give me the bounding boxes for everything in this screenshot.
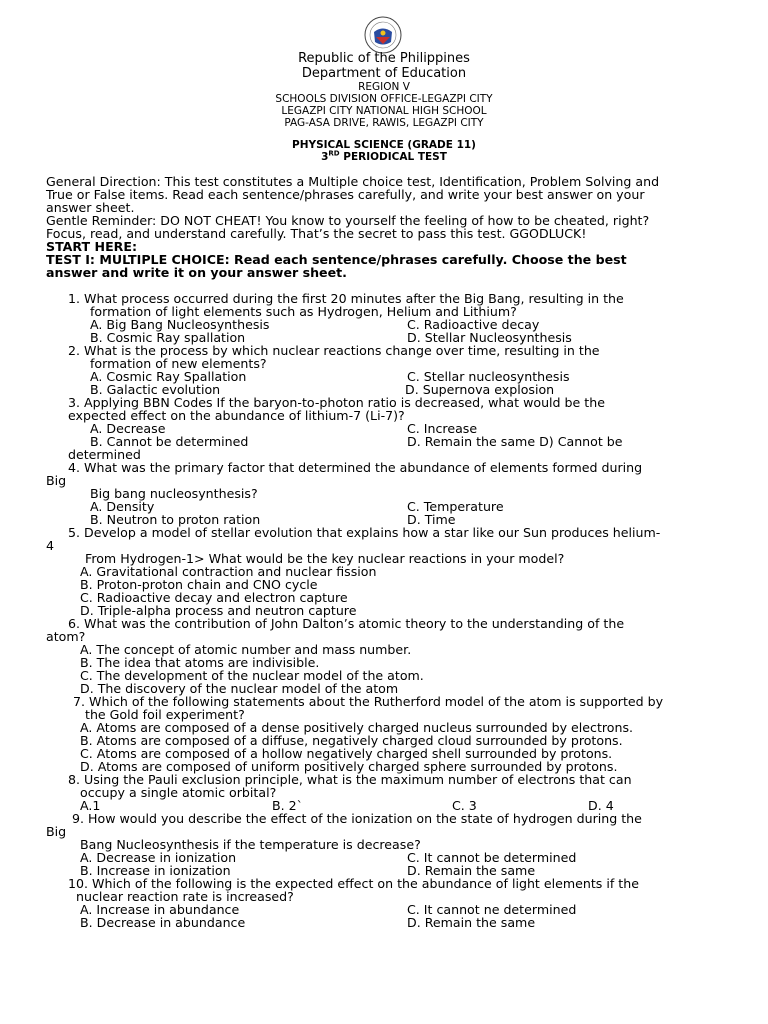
q10-option-a: A. Increase in abundance xyxy=(80,902,240,917)
q4-option-a: A. Density xyxy=(90,499,155,514)
test-number: 3 xyxy=(321,151,329,163)
q2-option-a: A. Cosmic Ray Spallation xyxy=(90,369,247,384)
q3-option-d-cont: determined xyxy=(68,447,141,462)
q5-stem-cont: From Hydrogen-1> What would be the key nuclear reactions in your model? xyxy=(85,551,565,566)
q9-option-c: C. It cannot be determined xyxy=(407,850,577,865)
q4-option-c: C. Temperature xyxy=(407,499,504,514)
q7-option-a: A. Atoms are composed of a dense positively charged nucleus surrounded by electrons. xyxy=(80,720,634,735)
general-direction-line3: answer sheet. xyxy=(46,200,135,215)
q3-option-a: A. Decrease xyxy=(90,421,166,436)
q10-option-d: D. Remain the same xyxy=(407,915,536,930)
q5-option-b: B. Proton-proton chain and CNO cycle xyxy=(80,577,318,592)
q9-stem-wrap: Big xyxy=(46,824,67,839)
header-department: Department of Education xyxy=(301,66,467,81)
gentle-reminder-line1: Gentle Reminder: DO NOT CHEAT! You know to yourself the feeling of how to be cheated, right? xyxy=(46,213,650,228)
q2-stem-cont: formation of new elements? xyxy=(90,356,267,371)
test-number-suffix: RD xyxy=(328,149,340,158)
q3-option-b: B. Cannot be determined xyxy=(90,434,249,449)
q5-option-d: D. Triple-alpha process and neutron capture xyxy=(80,603,357,618)
q6-option-c: C. The development of the nuclear model of the atom. xyxy=(80,668,424,683)
header-test-title xyxy=(0,151,768,163)
test1-instruction-line1: TEST I: MULTIPLE CHOICE: Read each sentence/phrases carefully. Choose the best xyxy=(46,252,627,267)
header-school: LEGAZPI CITY NATIONAL HIGH SCHOOL xyxy=(281,105,487,117)
start-here: START HERE: xyxy=(46,239,138,254)
q7-option-d: D. Atoms are composed of uniform positively charged sphere surrounded by protons. xyxy=(80,759,618,774)
header-address: PAG-ASA DRIVE, RAWIS, LEGAZPI CITY xyxy=(284,117,484,129)
q6-option-d: D. The discovery of the nuclear model of the atom xyxy=(80,681,399,696)
q2-stem: 2. What is the process by which nuclear reactions change over time, resulting in the xyxy=(68,343,600,358)
general-direction-line1: General Direction: This test constitutes a Multiple choice test, Identification, Problem Solving and xyxy=(46,174,660,189)
q8-option-c: C. 3 xyxy=(452,798,477,813)
q3-option-d: D. Remain the same D) Cannot be xyxy=(407,434,623,449)
q5-option-c: C. Radioactive decay and electron capture xyxy=(80,590,348,605)
q10-stem-cont: nuclear reaction rate is increased? xyxy=(76,889,294,904)
test-name: PERIODICAL TEST xyxy=(339,151,447,163)
q4-option-b: B. Neutron to proton ration xyxy=(90,512,261,527)
q3-stem-cont: expected effect on the abundance of lithium-7 (Li-7)? xyxy=(68,408,405,423)
q4-stem-cont: Big bang nucleosynthesis? xyxy=(90,486,258,501)
q7-stem: 7. Which of the following statements about the Rutherford model of the atom is supported by xyxy=(73,694,664,709)
q2-option-d: D. Supernova explosion xyxy=(405,382,555,397)
q2-option-c: C. Stellar nucleosynthesis xyxy=(407,369,570,384)
q6-option-a: A. The concept of atomic number and mass number. xyxy=(80,642,412,657)
q7-stem-cont: the Gold foil experiment? xyxy=(85,707,245,722)
q1-option-a: A. Big Bang Nucleosynthesis xyxy=(90,317,270,332)
q5-stem: 5. Develop a model of stellar evolution that explains how a star like our Sun produces helium- xyxy=(68,525,661,540)
q5-option-a: A. Gravitational contraction and nuclear fission xyxy=(80,564,377,579)
q10-option-c: C. It cannot ne determined xyxy=(407,902,577,917)
q8-option-d: D. 4 xyxy=(588,798,614,813)
deped-seal-icon xyxy=(358,16,408,54)
q9-option-b: B. Increase in ionization xyxy=(80,863,231,878)
q1-option-b: B. Cosmic Ray spallation xyxy=(90,330,246,345)
q2-option-b: B. Galactic evolution xyxy=(90,382,221,397)
header-region: REGION V xyxy=(358,81,410,93)
q7-option-b: B. Atoms are composed of a diffuse, negatively charged cloud surrounded by protons. xyxy=(80,733,623,748)
q6-stem: 6. What was the contribution of John Dalton’s atomic theory to the understanding of the xyxy=(68,616,625,631)
q8-option-b: B. 2` xyxy=(272,798,303,813)
q10-option-b: B. Decrease in abundance xyxy=(80,915,246,930)
test1-instruction-line2: answer and write it on your answer sheet. xyxy=(46,265,347,280)
q9-option-d: D. Remain the same xyxy=(407,863,536,878)
q3-option-c: C. Increase xyxy=(407,421,478,436)
q1-option-c: C. Radioactive decay xyxy=(407,317,540,332)
general-direction-line2: True or False items. Read each sentence/phrases carefully, and write your best answer on your xyxy=(46,187,645,202)
header-division: SCHOOLS DIVISION OFFICE-LEGAZPI CITY xyxy=(275,93,493,105)
q5-stem-wrap: 4 xyxy=(46,538,55,553)
q10-stem: 10. Which of the following is the expected effect on the abundance of light elements if the xyxy=(68,876,639,891)
q3-stem: 3. Applying BBN Codes If the baryon-to-photon ratio is decreased, what would be the xyxy=(68,395,605,410)
q1-stem-cont: formation of light elements such as Hydrogen, Helium and Lithium? xyxy=(90,304,517,319)
q8-option-a: A.1 xyxy=(80,798,101,813)
q4-stem: 4. What was the primary factor that determined the abundance of elements formed during xyxy=(68,460,643,475)
q8-stem-cont: occupy a single atomic orbital? xyxy=(80,785,277,800)
header-subject: PHYSICAL SCIENCE (GRADE 11) xyxy=(292,139,476,151)
q7-option-c: C. Atoms are composed of a hollow negatively charged shell surrounded by protons. xyxy=(80,746,613,761)
gentle-reminder-line2: Focus, read, and understand carefully. That’s the secret to pass this test. GGODLUCK! xyxy=(46,226,587,241)
q6-option-b: B. The idea that atoms are indivisible. xyxy=(80,655,320,670)
q4-option-d: D. Time xyxy=(407,512,456,527)
q1-stem: 1. What process occurred during the first 20 minutes after the Big Bang, resulting in the xyxy=(68,291,624,306)
q8-stem: 8. Using the Pauli exclusion principle, what is the maximum number of electrons that can xyxy=(68,772,632,787)
q6-stem-wrap: atom? xyxy=(46,629,86,644)
q9-stem: 9. How would you describe the effect of the ionization on the state of hydrogen during the xyxy=(72,811,642,826)
q9-option-a: A. Decrease in ionization xyxy=(80,850,237,865)
q4-stem-wrap: Big xyxy=(46,473,67,488)
header-republic: Republic of the Philippines xyxy=(298,51,470,66)
q1-option-d: D. Stellar Nucleosynthesis xyxy=(407,330,572,345)
q9-stem-cont: Bang Nucleosynthesis if the temperature is decrease? xyxy=(80,837,421,852)
